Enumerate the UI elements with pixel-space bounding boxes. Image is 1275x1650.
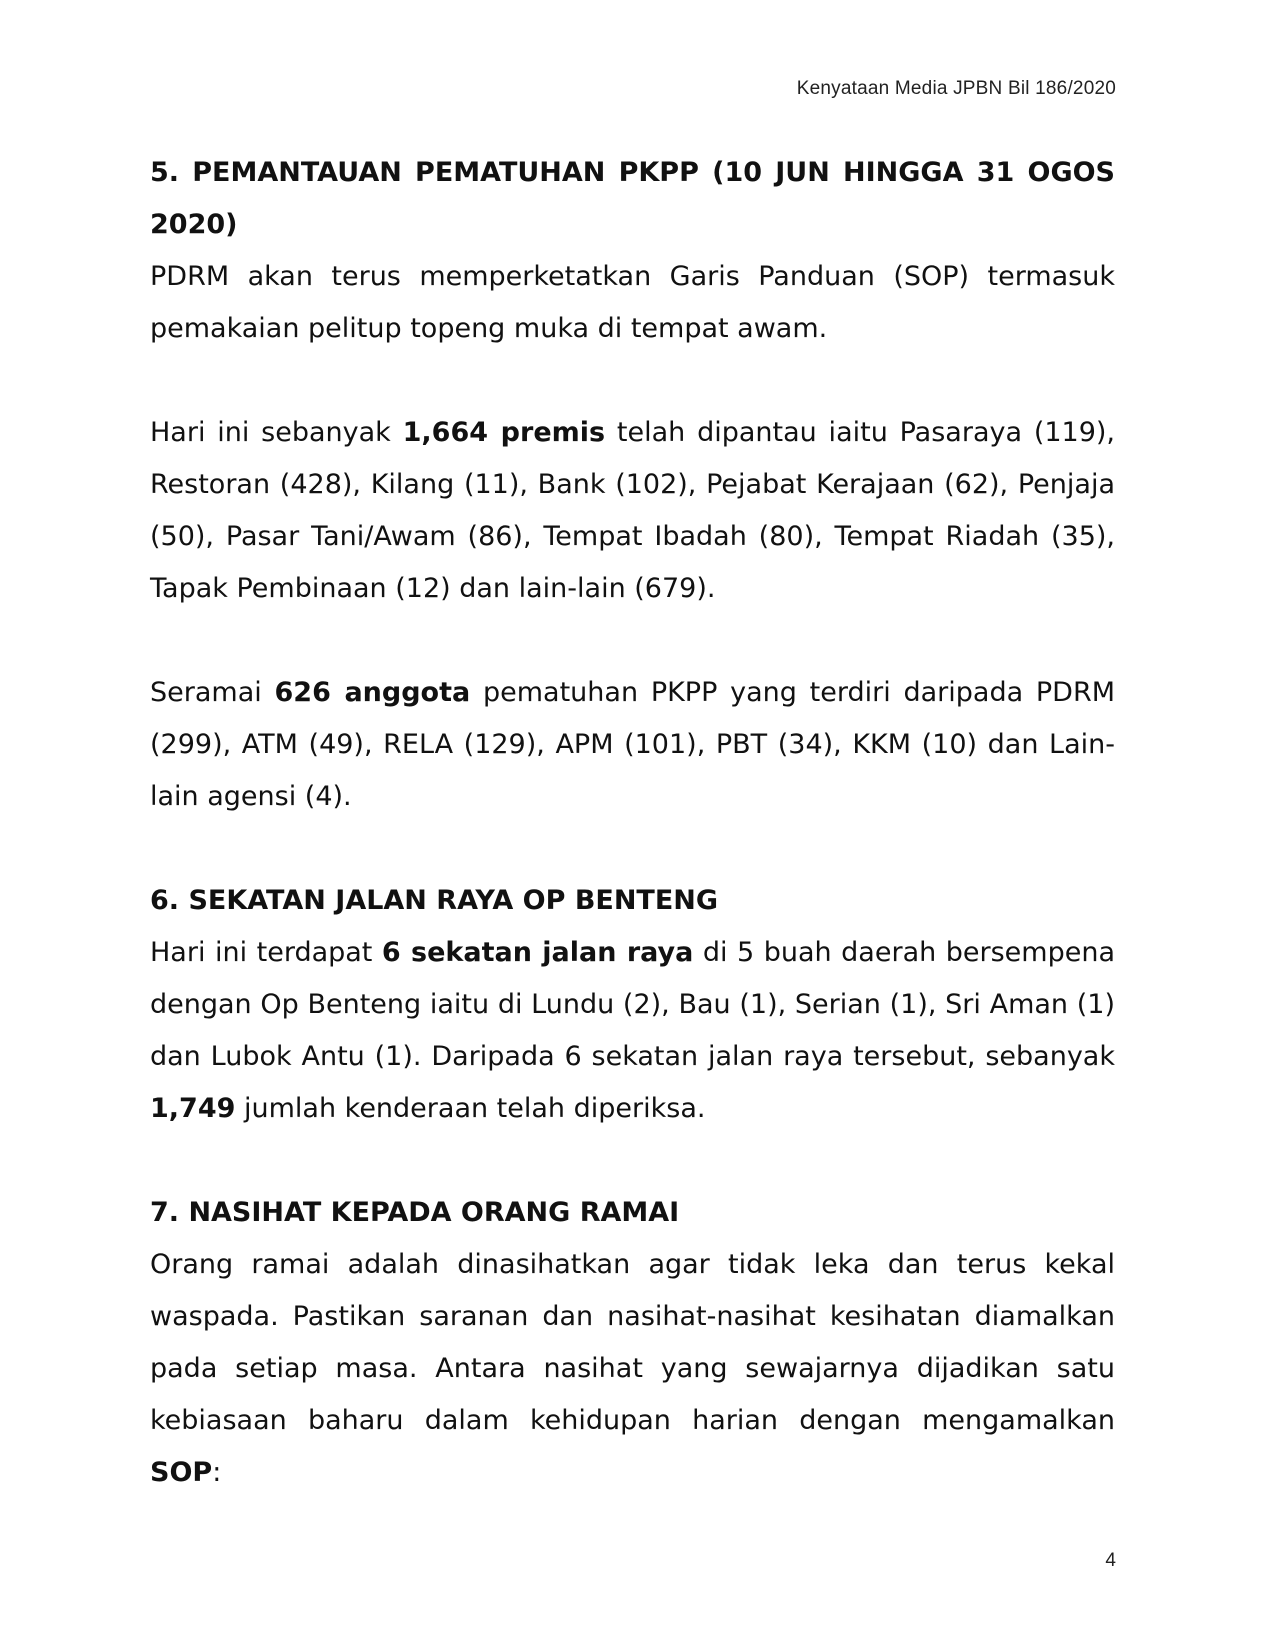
section-6-title: 6. SEKATAN JALAN RAYA OP BENTENG — [150, 885, 719, 916]
text-run: pematuhan PKPP yang terdiri daripada PDRM (299), ATM (49), RELA (129), APM (101), PBT (34), KKM (10) dan Lain-lain agensi (4). — [150, 677, 1116, 812]
text-run: di 5 buah daerah bersempena dengan Op Benteng iaitu di Lundu (2), Bau (1), Serian (1), Sri Aman (1) dan Lubok Antu (1). Daripada 6 sekatan jalan raya tersebut, sebanyak — [150, 937, 1115, 1072]
text-run: Hari ini terdapat — [150, 937, 382, 968]
vehicle-count: 1,749 — [150, 1093, 236, 1124]
section-6-paragraph-1 — [150, 927, 1115, 1135]
roadblock-count: 6 sekatan jalan raya — [381, 937, 694, 968]
sop-emphasis: SOP — [150, 1457, 213, 1488]
text-run: Hari ini sebanyak — [150, 417, 403, 448]
members-count: 626 anggota — [274, 677, 471, 708]
section-7-title: 7. NASIHAT KEPADA ORANG RAMAI — [150, 1197, 680, 1228]
document-reference-header: Kenyataan Media JPBN Bil 186/2020 — [796, 78, 1116, 99]
text-run: : — [212, 1457, 222, 1488]
section-5-paragraph-1: PDRM akan terus memperketatkan Garis Panduan (SOP) termasuk pemakaian pelitup topeng muka di tempat awam. — [150, 261, 1115, 344]
premises-count: 1,664 premis — [402, 417, 606, 448]
page-content — [150, 147, 1115, 1499]
section-5-paragraph-2 — [150, 407, 1115, 615]
text-run: Orang ramai adalah dinasihatkan agar tidak leka dan terus kekal waspada. Pastikan saranan dan nasihat-nasihat kesihatan diamalkan pada setiap masa. Antara nasihat yang sewajarnya dijadikan satu kebiasaan baharu dalam kehidupan harian dengan mengamalkan — [150, 1249, 1115, 1436]
text-run: telah dipantau iaitu Pasaraya (119), Restoran (428), Kilang (11), Bank (102), Pejabat Kerajaan (62), Penjaja (50), Pasar Tani/Awam (86), Tempat Ibadah (80), Tempat Riadah (35), Tapak Pembinaan (12) dan lain-lain (679). — [150, 417, 1116, 604]
section-5-paragraph-3 — [150, 667, 1115, 823]
text-run: Seramai — [150, 677, 275, 708]
text-run: jumlah kenderaan telah diperiksa. — [235, 1093, 706, 1124]
page-number: 4 — [1105, 1550, 1116, 1571]
section-7-paragraph-1 — [150, 1239, 1115, 1499]
section-5-title: 5. PEMANTAUAN PEMATUHAN PKPP (10 JUN HINGGA 31 OGOS 2020) — [150, 157, 1115, 240]
